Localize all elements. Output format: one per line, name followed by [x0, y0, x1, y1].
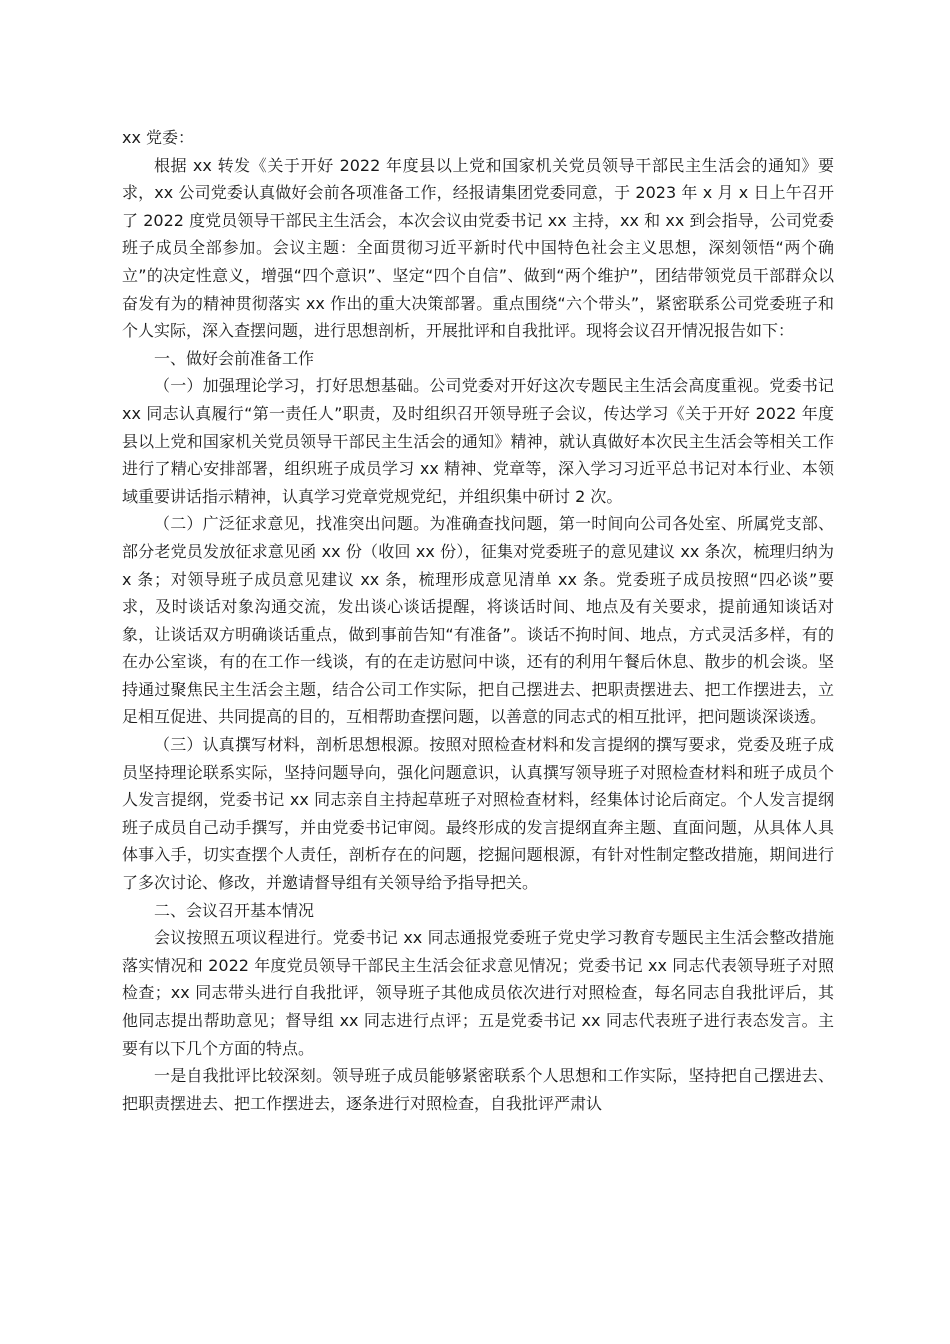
section-1-paragraph-1: （一）加强理论学习，打好思想基础。公司党委对开好这次专题民主生活会高度重视。党委书记 xx 同志认真履行“第一责任人”职责，及时组织召开领导班子会议，传达学习《关于开好 2022 年度县以上党和国家机关党员领导干部民主生活会的通知》精神，就认真做好本次民主生活会等相关工作进行了精心安排部署，组织班子成员学习 xx 精神、党章等，深入学习习近平总书记对本行业、本领域重要讲话指示精神，认真学习党章党规党纪，并组织集中研讨 2 次。	[122, 376, 834, 506]
section-1-paragraph-2: （二）广泛征求意见，找准突出问题。为准确查找问题，第一时间向公司各处室、所属党支部、部分老党员发放征求意见函 xx 份（收回 xx 份），征集对党委班子的意见建议 xx 条次，梳理归纳为 x 条；对领导班子成员意见建议 xx 条，梳理形成意见清单 xx 条。党委班子成员按照“四必谈”要求，及时谈话对象沟通交流，发出谈心谈话提醒，将谈话时间、地点及有关要求，提前通知谈话对象，让谈话双方明确谈话重点，做到事前告知“有准备”。谈话不拘时间、地点，方式灵活多样，有的在办公室谈，有的在工作一线谈，有的在走访慰问中谈，还有的利用午餐后休息、散步的机会谈。坚持通过聚焦民主生活会主题，结合公司工作实际，把自己摆进去、把职责摆进去、把工作摆进去，立足相互促进、共同提高的目的，互相帮助查摆问题，以善意的同志式的相互批评，把问题谈深谈透。	[122, 514, 834, 727]
section-2-paragraph-1: 会议按照五项议程进行。党委书记 xx 同志通报党委班子党史学习教育专题民主生活会整改措施落实情况和 2022 年度党员领导干部民主生活会征求意见情况；党委书记 xx 同志代表领导班子对照检查；xx 同志带头进行自我批评，领导班子其他成员依次进行对照检查，每名同志自我批评后，其他同志提出帮助意见；督导组 xx 同志进行点评；五是党委书记 xx 同志代表班子进行表态发言。主要有以下几个方面的特点。	[122, 928, 834, 1058]
document-page	[122, 124, 834, 1117]
intro-paragraph: 根据 xx 转发《关于开好 2022 年度县以上党和国家机关党员领导干部民主生活会的通知》要求，xx 公司党委认真做好会前各项准备工作，经报请集团党委同意，于 2023 年 x 月 x 日上午召开了 2022 度党员领导干部民主生活会，本次会议由党委书记 xx 主持，xx 和 xx 到会指导，公司党委班子成员全部参加。会议主题：全面贯彻习近平新时代中国特色社会主义思想，深刻领悟“两个确立”的决定性意义，增强“四个意识”、坚定“四个自信”、做到“两个维护”，团结带领党员干部群众以奋发有为的精神贯彻落实 xx 作出的重大决策部署。重点围绕“六个带头”，紧密联系公司党委班子和个人实际，深入查摆问题，进行思想剖析，开展批评和自我批评。现将会议召开情况报告如下：	[122, 155, 834, 341]
salutation: xx 党委：	[122, 128, 195, 147]
section-1-paragraph-3: （三）认真撰写材料，剖析思想根源。按照对照检查材料和发言提纲的撰写要求，党委及班子成员坚持理论联系实际，坚持问题导向，强化问题意识，认真撰写领导班子对照检查材料和班子成员个人发言提纲，党委书记 xx 同志亲自主持起草班子对照检查材料，经集体讨论后商定。个人发言提纲班子成员自己动手撰写，并由党委书记审阅。最终形成的发言提纲直奔主题、直面问题，从具体人具体事入手，切实查摆个人责任，剖析存在的问题，挖掘问题根源，有针对性制定整改措施，期间进行了多次讨论、修改，并邀请督导组有关领导给予指导把关。	[122, 735, 834, 893]
section-1-heading: 一、做好会前准备工作	[154, 348, 315, 368]
section-2-heading: 二、会议召开基本情况	[154, 900, 315, 920]
section-2-paragraph-2: 一是自我批评比较深刻。领导班子成员能够紧密联系个人思想和工作实际，坚持把自己摆进去、把职责摆进去、把工作摆进去，逐条进行对照检查，自我批评严肃认	[122, 1066, 834, 1113]
